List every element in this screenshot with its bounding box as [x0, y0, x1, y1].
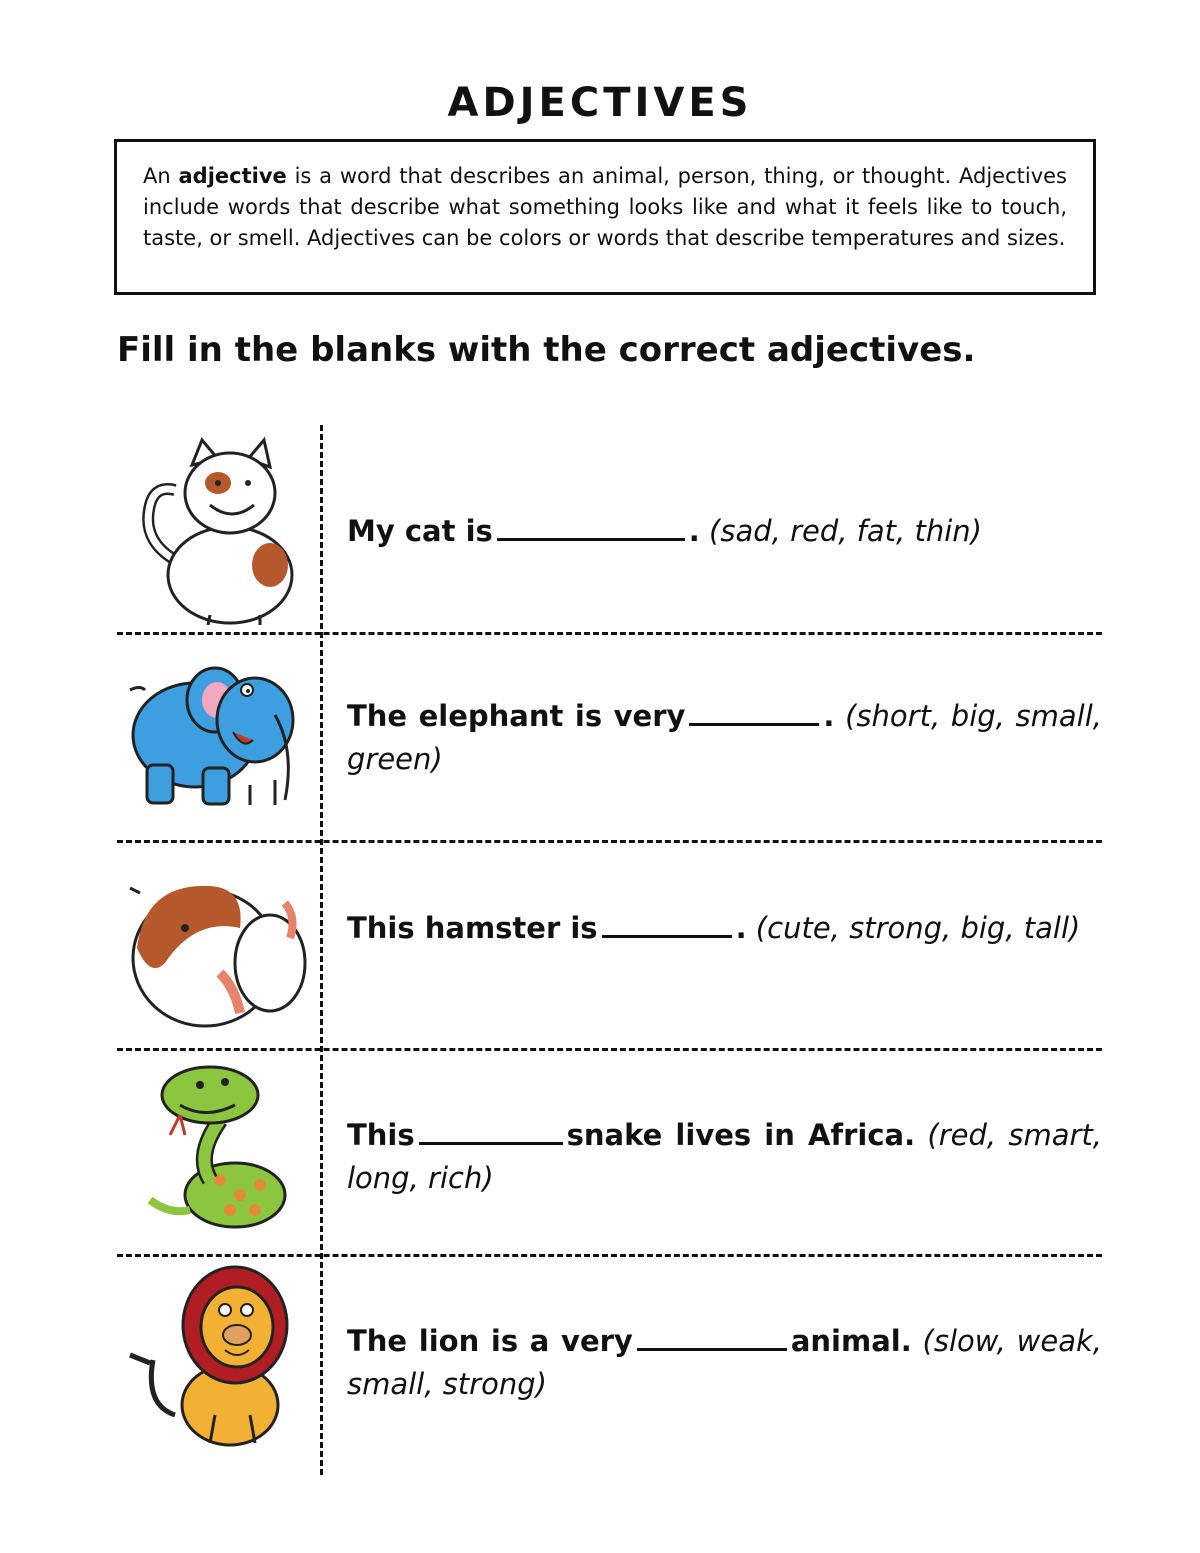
- cat-illustration: [130, 435, 305, 625]
- definition-text: is a word that describes an animal, person, thing, or thought. Adjectives include words that describe what something looks like and what it feels like to touch, taste, or smell. Adjectives can be colors or words that describe temperatures and sizes.: [143, 164, 1067, 250]
- row-divider: [117, 1254, 1102, 1257]
- exercise-text: .: [688, 514, 700, 548]
- page-title: ADJECTIVES: [447, 80, 753, 126]
- exercise-text: The elephant is very: [347, 699, 686, 733]
- options-text: (sad, red, fat, thin): [699, 514, 982, 548]
- options-text: (short, big, small, green): [347, 699, 1103, 776]
- snake-illustration: [140, 1060, 290, 1235]
- answer-blank[interactable]: [689, 697, 819, 726]
- answer-blank[interactable]: [637, 1322, 787, 1351]
- answer-blank[interactable]: [497, 512, 685, 541]
- exercise-text: My cat is: [347, 514, 493, 548]
- exercise-2: [347, 695, 1102, 781]
- row-divider: [117, 632, 1102, 635]
- elephant-illustration: [125, 660, 305, 810]
- options-text: (slow, weak, small, strong): [347, 1324, 1102, 1401]
- instruction: Fill in the blanks with the correct adjectives.: [117, 330, 976, 370]
- lion-illustration: [125, 1265, 310, 1450]
- exercise-text: .: [735, 911, 747, 945]
- exercise-3: [347, 907, 1102, 950]
- row-divider: [117, 840, 1102, 843]
- definition-box: [114, 139, 1096, 295]
- options-text: (red, smart, long, rich): [347, 1118, 1102, 1195]
- answer-blank[interactable]: [419, 1116, 563, 1145]
- exercise-text: snake lives in Africa.: [566, 1118, 916, 1152]
- exercise-1: [347, 510, 1102, 553]
- exercise-text: This hamster is: [347, 911, 598, 945]
- exercise-text: The lion is a very: [347, 1324, 633, 1358]
- definition-term: adjective: [178, 164, 287, 188]
- definition-intro: An: [143, 164, 179, 188]
- exercise-text: This: [347, 1118, 415, 1152]
- exercise-4: [347, 1114, 1102, 1200]
- vertical-divider: [320, 425, 323, 1475]
- exercise-text: .: [823, 699, 835, 733]
- exercise-5: [347, 1320, 1102, 1406]
- options-text: (cute, strong, big, tall): [746, 911, 1081, 945]
- answer-blank[interactable]: [602, 909, 732, 938]
- hamster-illustration: [125, 868, 310, 1033]
- row-divider: [117, 1048, 1102, 1051]
- exercise-text: animal.: [790, 1324, 912, 1358]
